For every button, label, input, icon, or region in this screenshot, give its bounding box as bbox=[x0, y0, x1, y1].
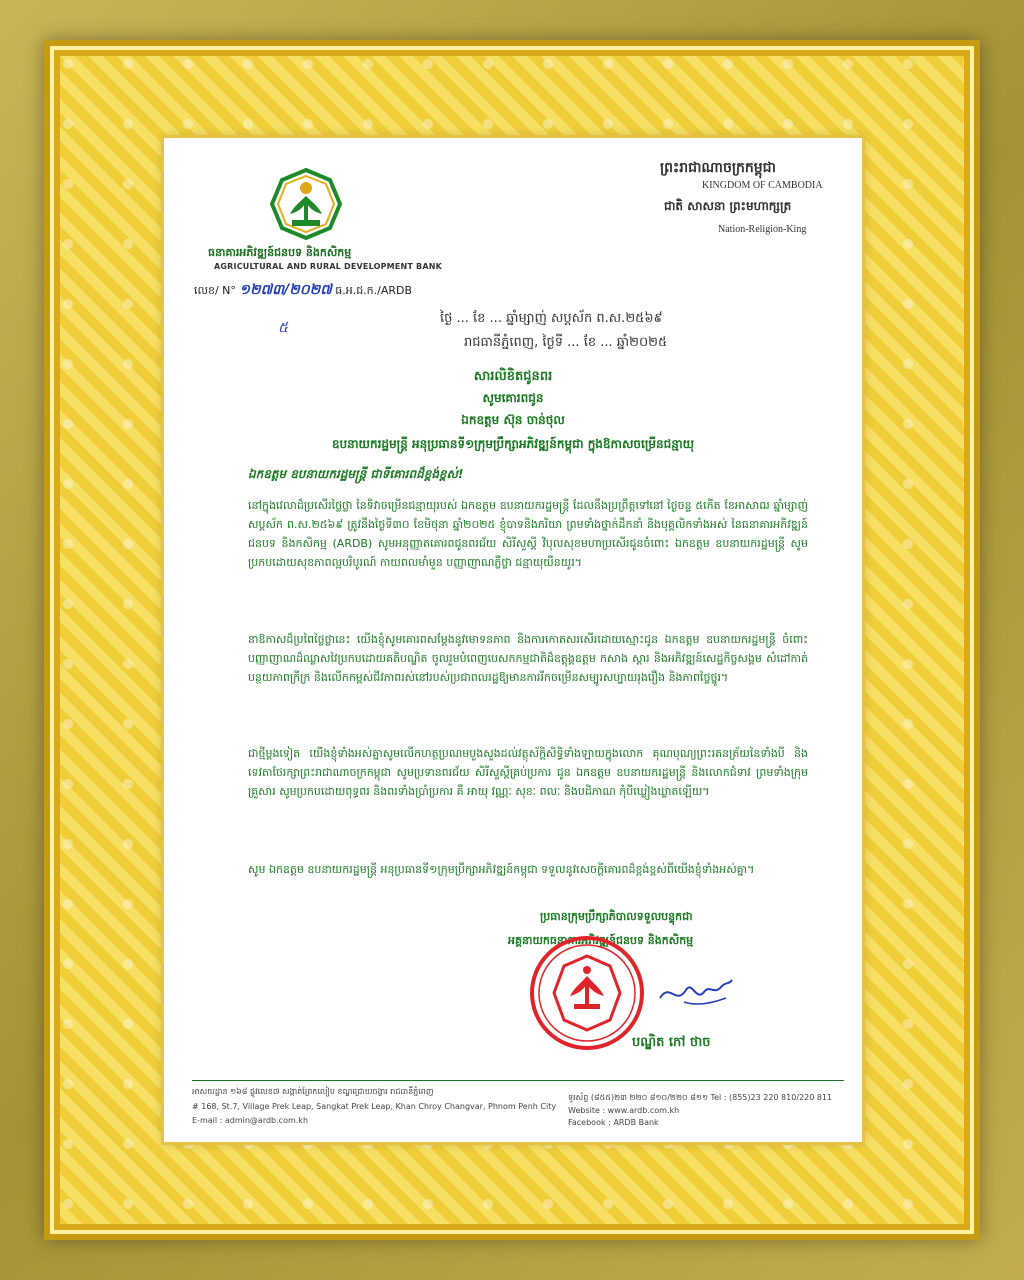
body-paragraph-3: ជាថ្មីម្តងទៀត យើងខ្ញុំទាំងអស់គ្នាសូមលើកហត្ថប្រណមបួងសួងដល់វត្ថុស័ក្តិសិទ្ធិទាំងឡាយក្នុងលោក គុណបុណ្យព្រះរតនត្រ័យនៃទាំងបី និងទេវតាថែរក្សាព្រះរាជាណាចក្រកម្ពុជា សូមប្រទានពរជ័យ សិរីសួស្តីគ្រប់ប្រការ ជូន ឯកឧត្តម ឧបនាយករដ្ឋមន្ត្រី និងលោកជំទាវ ព្រមទាំងក្រុមគ្រួសារ សូមប្រកបដោយពុទ្ធពរ និងពរទាំងប្រាំប្រការ គឺ អាយុ វណ្ណៈ សុខៈ ពលៈ និងបដិភាណ កុំបីឃ្លៀងឃ្លាតឡើយ។ bbox=[248, 747, 808, 798]
motto-kh: ជាតិ សាសនា ព្រះមហាក្សត្រ bbox=[664, 199, 792, 213]
kingdom-title-kh: ព្រះរាជាណាចក្រកម្ពុជា bbox=[660, 160, 777, 176]
footer-facebook: Facebook : ARDB Bank bbox=[568, 1118, 659, 1127]
respect-line: សូមគោរពជូន bbox=[482, 391, 544, 405]
body-paragraph-1: នៅក្នុងវេលាដ៏ប្រសើរថ្លៃថ្លា នៃទិវាចម្រើនជន្មាយុរបស់ ឯកឧត្តម ឧបនាយករដ្ឋមន្ត្រី ដែលនឹងប្រព្រឹត្តទៅនៅ ថ្ងៃចន្ទ ៥កើត ខែអាសាឍ ឆ្នាំម្សាញ់ សប្តស័ក ព.ស.២៥៦៩ ត្រូវនឹងថ្ងៃទី៣០ ខែមិថុនា ឆ្នាំ២០២៥ ខ្ញុំបាទនិងភរិយា ព្រមទាំងថ្នាក់ដឹកនាំ និងបុគ្គលិកទាំងអស់ នៃធនាគារអភិវឌ្ឍន៍ជនបទ និងកសិកម្ម (ARDB) សូមអនុញ្ញាតគោរពជូនពរជ័យ សិរីសួស្តី វិបុលសុខមហាប្រសើរជូនចំពោះ ឯកឧត្តម ឧបនាយករដ្ឋមន្ត្រី សូមប្រកបដោយសុខភាពល្អបរិបូរណ៍ កាយពលមាំមួន បញ្ញាញាណភ្លឺថ្លា ជន្មាយុយឺនយូរ។ bbox=[248, 499, 808, 569]
bank-name-en: AGRICULTURAL AND RURAL DEVELOPMENT BANK bbox=[214, 262, 443, 271]
recipient-position: ឧបនាយករដ្ឋមន្ត្រី អនុប្រធានទី១ក្រុមប្រឹក្សាអភិវឌ្ឍន៍កម្ពុជា ក្នុងឱកាសចម្រើនជន្មាយុ bbox=[331, 437, 695, 451]
footer-divider bbox=[192, 1080, 844, 1081]
signer-title-1: ប្រធានក្រុមប្រឹក្សាភិបាលទទួលបន្ទុកជា bbox=[540, 910, 693, 923]
official-seal-icon bbox=[528, 934, 646, 1052]
footer-phone: ទូរស័ព្ទ (៨៥៥)២៣ ២២០ ៨១០/២២០ ៨១១ Tel : (855)23 220 810/220 811 bbox=[568, 1093, 833, 1102]
handwritten-signature-icon bbox=[656, 972, 736, 1012]
date-lunar: ថ្ងៃ ... ខែ ... ឆ្នាំម្សាញ់ សប្តស័ក ព.ស.២៥៦៩ bbox=[440, 311, 663, 326]
ref-number: ១២៧៣/២០២៧ bbox=[239, 282, 332, 298]
footer-website: Website : www.ardb.com.kh bbox=[568, 1106, 680, 1115]
ref-suffix: ធ.អ.ជ.ក./ARDB bbox=[335, 284, 413, 297]
motto-en: Nation-Religion-King bbox=[718, 224, 807, 235]
kingdom-title-en: KINGDOM OF CAMBODIA bbox=[702, 180, 823, 191]
handwritten-mark: ៥ bbox=[278, 320, 288, 336]
body-paragraph-4: សូម ឯកឧត្តម ឧបនាយករដ្ឋមន្ត្រី អនុប្រធានទី១ក្រុមប្រឹក្សាអភិវឌ្ឍន៍កម្ពុជា ទទួលនូវសេចក្តីគោរពដ៏ខ្ពង់ខ្ពស់ពីយើងខ្ញុំទាំងអស់គ្នា។ bbox=[248, 863, 755, 876]
date-solar: រាជធានីភ្នំពេញ, ថ្ងៃទី ... ខែ ... ឆ្នាំ២០២៥ bbox=[464, 335, 668, 350]
signer-name: បណ្ឌិត កៅ ថាច bbox=[632, 1035, 711, 1050]
ref-label: លេខ/ N° bbox=[194, 284, 236, 297]
reference-number bbox=[194, 280, 412, 301]
signer-title-2: អគ្គនាយកធនាគារអភិវឌ្ឍន៍ជនបទ និងកសិកម្ម bbox=[508, 934, 694, 947]
footer-email: E-mail : admin@ardb.com.kh bbox=[192, 1116, 309, 1125]
body-paragraph-2: នាឱកាសដ៏ប្រពៃថ្លៃថ្លានេះ យើងខ្ញុំសូមគោរពសម្តែងនូវមោទនភាព និងការកោតសរសើរដោយស្មោះជូន ឯកឧត្តម ឧបនាយករដ្ឋមន្ត្រី ចំពោះបញ្ញាញាណដ៏ឈ្លាសវៃប្រកបដោយគតិបណ្ឌិត ចូលរួមបំពេញបេសកកម្មជាតិដ៏ឧត្តុង្គឧត្តម កសាង ស្តារ និងអភិវឌ្ឍន៍សេដ្ឋកិច្ចសង្គម សំដៅកាត់បន្ថយភាពក្រីក្រ និងលើកកម្ពស់ជីវភាពរស់នៅរបស់ប្រជាពលរដ្ឋឱ្យមានការរីកចម្រើនសម្បូរសប្បាយរុងរឿង និងភាពថ្លៃថ្នូរ។ bbox=[248, 633, 808, 684]
ardb-logo-icon bbox=[270, 168, 342, 240]
bank-name-kh: ធនាគារអភិវឌ្ឍន៍ជនបទ និងកសិកម្ម bbox=[208, 246, 352, 259]
footer-address-kh: អាសយដ្ឋាន ១៦៨ ផ្លូវលេខ៧ សង្កាត់ព្រែកលៀប ខណ្ឌជ្រោយចង្វារ រាជធានីភ្នំពេញ bbox=[192, 1087, 434, 1096]
recipient-name: ឯកឧត្តម ស៊ុន ចាន់ថុល bbox=[461, 413, 565, 427]
salutation: ឯកឧត្តម ឧបនាយករដ្ឋមន្ត្រី ជាទីគោរពដ៏ខ្ពង់ខ្ពស់! bbox=[248, 467, 464, 481]
footer-address-en: # 168, St.7, Village Prek Leap, Sangkat Prek Leap, Khan Chroy Changvar, Phnom Penh City bbox=[192, 1102, 557, 1111]
letter-title: សារលិខិតជូនពរ bbox=[473, 369, 553, 384]
